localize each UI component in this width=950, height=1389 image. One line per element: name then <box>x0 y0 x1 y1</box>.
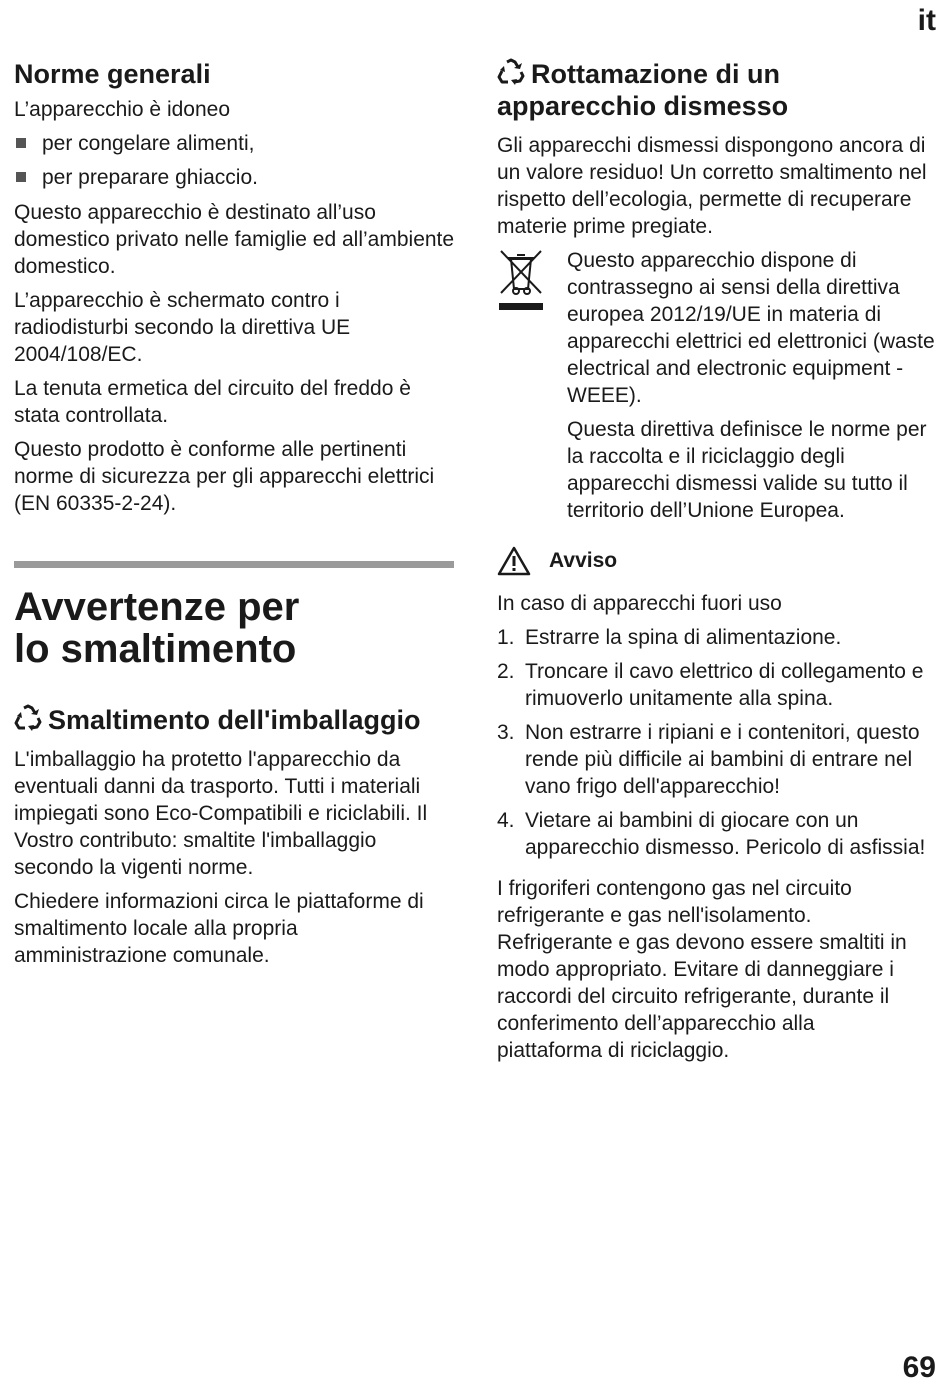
norme-intro: L’apparecchio è idoneo <box>14 98 231 121</box>
language-code: it <box>917 4 936 37</box>
norme-generali-heading: Norme generali <box>14 59 211 89</box>
recycle-icon <box>14 704 42 732</box>
avviso-notice <box>497 546 937 576</box>
page-number: 69 <box>902 1351 936 1384</box>
list-item: per congelare alimenti, <box>14 130 456 157</box>
avviso-steps <box>497 624 937 861</box>
weee-paragraph: Questo apparecchio dispone di contrassegno ai sensi della direttiva europea 2012/19/UE in materia di apparecchi elettrici ed elettronici (waste electrical and electronic equipment - WEEE). <box>567 249 935 407</box>
norme-bullet-list <box>14 130 456 191</box>
section-divider <box>14 561 454 568</box>
imballaggio-paragraph: Chiedere informazioni circa le piattaforme di smaltimento locale alla propria amministrazione comunale. <box>14 890 424 967</box>
right-column <box>497 58 937 1071</box>
imballaggio-heading: Smaltimento dell'imballaggio <box>14 704 456 736</box>
left-column <box>14 58 456 976</box>
avviso-label: Avviso <box>549 549 618 572</box>
avviso-intro: In caso di apparecchi fuori uso <box>497 592 782 615</box>
norme-paragraph: La tenuta ermetica del circuito del freddo è stata controllata. <box>14 377 411 427</box>
list-item: per preparare ghiaccio. <box>14 164 456 191</box>
list-item: 4. Vietare ai bambini di giocare con un apparecchio dismesso. Pericolo di asfissia! <box>497 809 926 859</box>
norme-paragraph: Questo apparecchio è destinato all’uso domestico privato nelle famiglie ed all’ambiente domestico. <box>14 201 455 278</box>
rottamazione-intro: Gli apparecchi dismessi dispongono ancora di un valore residuo! Un corretto smaltimento nel rispetto dell’ecologia, permette di recuperare materie prime pregiate. <box>497 134 927 238</box>
crossed-out-bin-icon <box>497 247 545 313</box>
norme-paragraph: Questo prodotto è conforme alle pertinenti norme di sicurezza per gli apparecchi elettrici (EN 60335-2-24). <box>14 438 435 515</box>
list-item: 1. Estrarre la spina di alimentazione. <box>497 626 842 649</box>
square-bullet-icon <box>16 172 26 182</box>
recycle-icon <box>497 58 525 86</box>
list-item: 2. Troncare il cavo elettrico di collegamento e rimuoverlo unitamente alla spina. <box>497 660 924 710</box>
weee-block <box>497 247 937 524</box>
weee-paragraph: Questa direttiva definisce le norme per la raccolta e il riciclaggio degli apparecchi dismessi valide su tutto il territorio dell’Unione Europea. <box>567 418 927 522</box>
square-bullet-icon <box>16 138 26 148</box>
imballaggio-paragraph: L'imballaggio ha protetto l'apparecchio da eventuali danni da trasporto. Tutti i materiali impiegati sono Eco-Compatibili e riciclabili. Il Vostro contributo: smaltite l'imballaggio secondo la vigenti norme. <box>14 748 428 879</box>
list-item: 3. Non estrarre i ripiani e i contenitori, questo rende più difficile ai bambini di entrare nel vano frigo dell'apparecchio! <box>497 721 920 798</box>
avviso-closing: I frigoriferi contengono gas nel circuito refrigerante e gas nell'isolamento. Refrigerante e gas devono essere smaltiti in modo appropriato. Evitare di danneggiare i raccordi del circuito refrigerante, durante il conferimento dell’apparecchio alla piattaforma di riciclaggio. <box>497 877 907 1062</box>
avvertenze-heading: Avvertenze per lo smaltimento <box>14 585 300 671</box>
warning-triangle-icon <box>497 546 531 576</box>
rottamazione-heading: Rottamazione di un apparecchio dismesso <box>497 59 789 121</box>
norme-paragraph: L’apparecchio è schermato contro i radiodisturbi secondo la direttiva UE 2004/108/EC. <box>14 289 351 366</box>
